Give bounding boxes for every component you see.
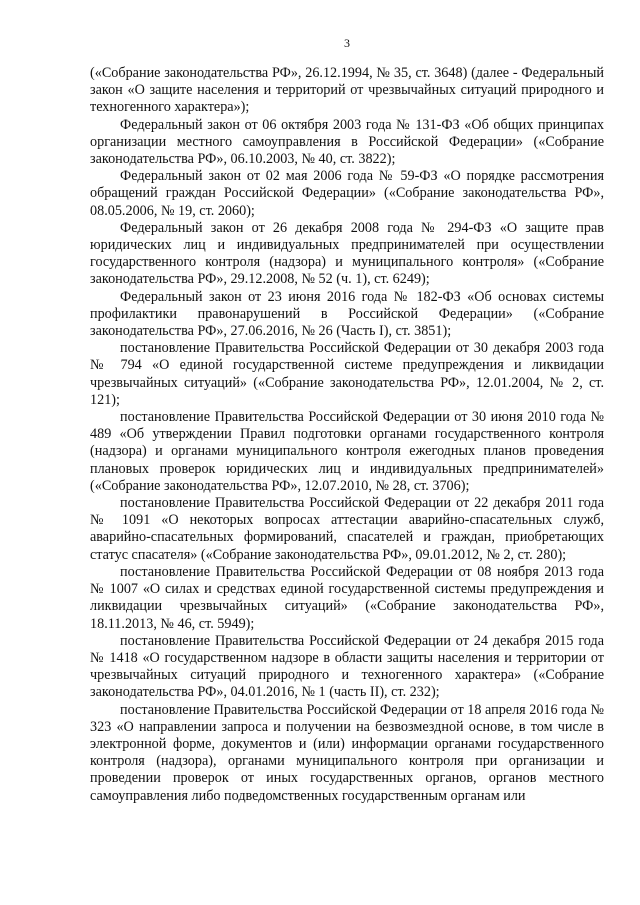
- paragraph-law-131: Федеральный закон от 06 октября 2003 года № 131-ФЗ «Об общих принципах организации местного самоуправления в Российской Федерации» («Собрание законодательства РФ», 06.10.2003, № 40, ст. 3822);: [90, 116, 604, 168]
- paragraph-decree-1091: постановление Правительства Российской Федерации от 22 декабря 2011 года № 1091 «О некоторых вопросах аттестации аварийно-спасательных служб, аварийно-спасательных формирований, спасателей и граждан, приобретающих статус спасателя» («Собрание законодательства РФ», 09.01.2012, № 2, ст. 280);: [90, 495, 604, 563]
- paragraph-law-294: Федеральный закон от 26 декабря 2008 года № 294-ФЗ «О защите прав юридических лиц и индивидуальных предпринимателей при осуществлении государственного контроля (надзора) и муниципального контроля» («Собрание законодательства РФ», 29.12.2008, № 52 (ч. 1), ст. 6249);: [90, 219, 604, 288]
- paragraph-continuation: («Собрание законодательства РФ», 26.12.1994, № 35, ст. 3648) (далее - Федеральный закон «О защите населения и территорий от чрезвычайных ситуаций природного и техногенного характера»);: [90, 65, 604, 116]
- paragraph-law-59: Федеральный закон от 02 мая 2006 года № 59-ФЗ «О порядке рассмотрения обращений граждан Российской Федерации» («Собрание законодательства РФ», 08.05.2006, № 19, ст. 2060);: [90, 168, 604, 219]
- paragraph-decree-489: постановление Правительства Российской Федерации от 30 июня 2010 года № 489 «Об утверждении Правил подготовки органами государственного контроля (надзора) и органами муниципального контроля ежегодных планов проведения плановых проверок юридических лиц и индивидуальных предпринимателей» («Собрание законодательства РФ», 12.07.2010, № 28, ст. 3706);: [90, 409, 604, 494]
- paragraph-decree-1007: постановление Правительства Российской Федерации от 08 ноября 2013 года № 1007 «О силах и средствах единой государственной системы предупреждения и ликвидации чрезвычайных ситуаций» («Собрание законодательства РФ», 18.11.2013, № 46, ст. 5949);: [90, 563, 604, 632]
- paragraph-law-182: Федеральный закон от 23 июня 2016 года № 182-ФЗ «Об основах системы профилактики правонарушений в Российской Федерации» («Собрание законодательства РФ», 27.06.2016, № 26 (Часть I), ст. 3851);: [90, 288, 604, 340]
- page-number: 3: [344, 36, 350, 50]
- paragraph-decree-1418: постановление Правительства Российской Федерации от 24 декабря 2015 года № 1418 «О государственном надзоре в области защиты населения и территории от чрезвычайных ситуаций природного и техногенного характера» («Собрание законодательства РФ», 04.01.2016, № 1 (часть II), ст. 232);: [90, 632, 604, 701]
- paragraph-decree-323: постановление Правительства Российской Федерации от 18 апреля 2016 года № 323 «О направлении запроса и получении на безвозмездной основе, в том числе в электронной форме, документов и (или) информации органами государственного контроля (надзора), органами муниципального контроля при организации и проведении проверок от иных государственных органов, органов местного самоуправления либо подведомственных государственным органам или: [90, 701, 604, 804]
- paragraph-decree-794: постановление Правительства Российской Федерации от 30 декабря 2003 года № 794 «О единой государственной системе предупреждения и ликвидации чрезвычайных ситуаций» («Собрание законодательства РФ», 12.01.2004, № 2, ст. 121);: [90, 340, 604, 408]
